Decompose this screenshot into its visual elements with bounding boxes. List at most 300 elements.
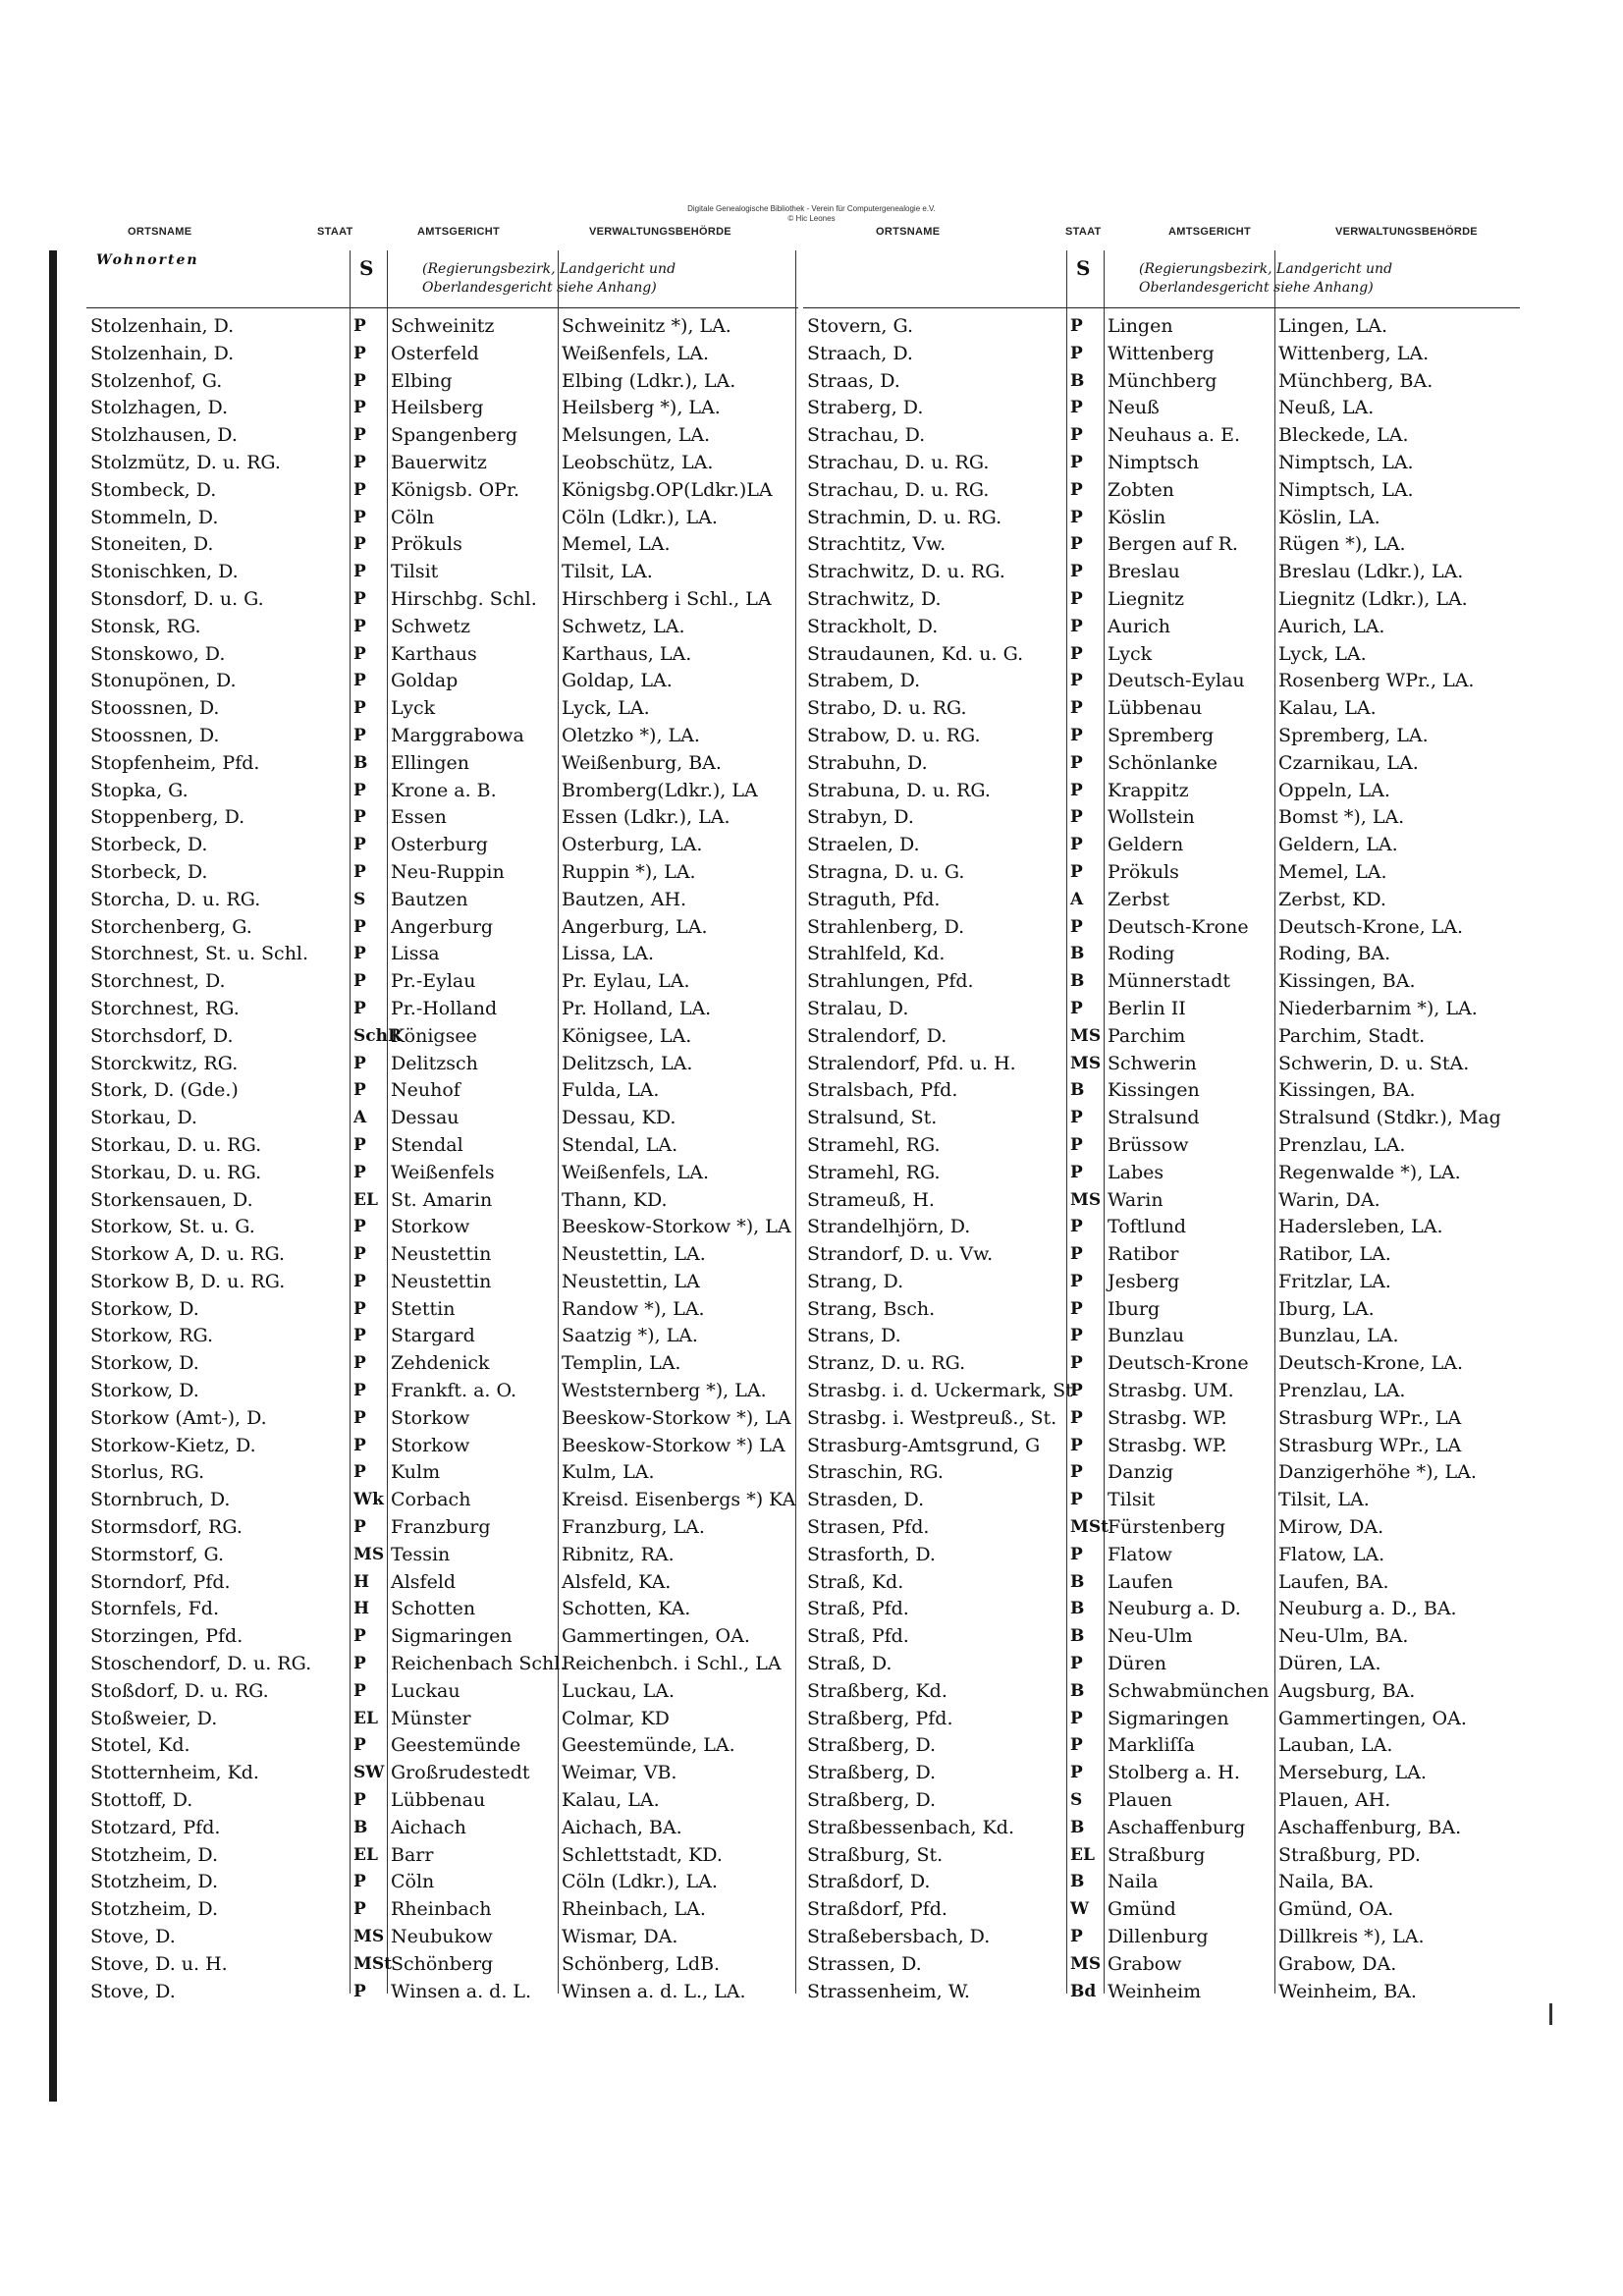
table-row [86, 1269, 798, 1296]
ortsname-cell: Storchnest, St. u. Schl. [90, 943, 309, 965]
ortsname-cell: Strackholt, D. [807, 615, 939, 637]
amtsgericht-cell: Schwabmünchen [1108, 1679, 1270, 1702]
amtsgericht-cell: Straßburg [1108, 1843, 1206, 1866]
staat-cell: P [1070, 1927, 1083, 1947]
left-note-line-2: Oberlandesgericht siehe Anhang) [422, 280, 657, 296]
table-row [86, 1378, 798, 1405]
amtsgericht-cell: Münster [391, 1707, 471, 1729]
verwaltung-cell: Ribnitz, RA. [562, 1543, 675, 1565]
verwaltung-cell: Oppeln, LA. [1278, 779, 1390, 801]
ortsname-cell: Stralsbach, Pfd. [807, 1079, 958, 1102]
table-row [803, 1979, 1520, 2006]
amtsgericht-cell: Neuhof [391, 1079, 460, 1102]
verwaltung-cell: Königsee, LA. [562, 1024, 692, 1047]
ortsname-cell: Stranz, D. u. RG. [807, 1352, 966, 1375]
verwaltung-cell: Goldap, LA. [562, 670, 673, 692]
verwaltung-cell: Kissingen, BA. [1278, 970, 1416, 993]
ortsname-cell: Storkow-Kietz, D. [90, 1434, 256, 1456]
amtsgericht-cell: Cöln [391, 506, 435, 528]
verwaltung-cell: Hirschberg i Schl., LA [562, 587, 772, 610]
ortsname-cell: Strasen, Pfd. [807, 1516, 930, 1539]
table-row [803, 395, 1520, 422]
staat-cell: Bd [1070, 1981, 1097, 2001]
verwaltung-cell: Königsbg.OP(Ldkr.)LA [562, 478, 773, 501]
table-row [803, 368, 1520, 396]
verwaltung-cell: Pr. Eylau, LA. [562, 970, 690, 993]
verwaltung-cell: Colmar, KD [562, 1707, 670, 1729]
ortsname-cell: Stopfenheim, Pfd. [90, 751, 260, 774]
verwaltung-cell: Liegnitz (Ldkr.), LA. [1278, 587, 1468, 610]
table-row [86, 1514, 798, 1542]
staat-cell: EL [353, 1189, 378, 1210]
amtsgericht-cell: Krappitz [1108, 779, 1189, 801]
staat-cell: P [353, 1680, 366, 1701]
table-row [86, 1951, 798, 1979]
ortsname-cell: Storkow B, D. u. RG. [90, 1270, 286, 1292]
staat-cell: P [353, 534, 366, 555]
table-row [86, 641, 798, 669]
verwaltung-cell: Stralsund (Stdkr.), Mag [1278, 1107, 1501, 1129]
table-row [86, 914, 798, 942]
amtsgericht-cell: Warin [1108, 1188, 1163, 1211]
table-row [803, 668, 1520, 695]
verwaltung-cell: Czarnikau, LA. [1278, 751, 1419, 774]
ortsname-cell: Strabow, D. u. RG. [807, 724, 981, 746]
ortsname-cell: Stralendorf, Pfd. u. H. [807, 1052, 1016, 1074]
ortsname-cell: Strachmin, D. u. RG. [807, 506, 1002, 528]
verwaltung-cell: Warin, DA. [1278, 1188, 1380, 1211]
header-ortsname-left: ORTSNAME [128, 226, 192, 238]
table-row [86, 1487, 798, 1514]
staat-cell: P [353, 1899, 366, 1920]
amtsgericht-cell: Elbing [391, 369, 453, 392]
staat-cell: P [353, 835, 366, 855]
staat-cell: P [353, 479, 366, 500]
verwaltung-cell: Geldern, LA. [1278, 834, 1398, 856]
amtsgericht-cell: Lyck [1108, 642, 1153, 665]
amtsgericht-cell: Brüssow [1108, 1133, 1189, 1156]
verwaltung-cell: Strasburg WPr., LA [1278, 1434, 1462, 1456]
verwaltung-cell: Danzigerhöhe *), LA. [1278, 1461, 1477, 1484]
staat-cell: P [1070, 562, 1083, 582]
staat-cell: P [353, 1790, 366, 1811]
table-row [803, 1132, 1520, 1160]
staat-cell: P [1070, 1326, 1083, 1346]
table-row [803, 1596, 1520, 1623]
verwaltung-cell: Essen (Ldkr.), LA. [562, 806, 730, 829]
verwaltung-cell: Oletzko *), LA. [562, 724, 700, 746]
ortsname-cell: Straschin, RG. [807, 1461, 944, 1484]
amtsgericht-cell: Zehdenick [391, 1352, 490, 1375]
staat-cell: P [1070, 643, 1083, 664]
verwaltung-cell: Beeskow-Storkow *), LA [562, 1406, 791, 1429]
ortsname-cell: Stornbruch, D. [90, 1489, 231, 1511]
ortsname-cell: Storcha, D. u. RG. [90, 888, 261, 910]
ortsname-cell: Strachau, D. u. RG. [807, 478, 990, 501]
verwaltung-cell: Lissa, LA. [562, 943, 654, 965]
staat-cell: P [1070, 1134, 1083, 1155]
staat-cell: P [353, 998, 366, 1018]
table-row [803, 1924, 1520, 1951]
staat-cell: P [1070, 780, 1083, 800]
table-row [86, 368, 798, 396]
staat-cell: P [1070, 998, 1083, 1018]
staat-cell: B [1070, 1680, 1085, 1701]
table-row [803, 1815, 1520, 1842]
staat-cell: P [353, 1134, 366, 1155]
staat-cell: B [353, 752, 368, 773]
verwaltung-cell: Aurich, LA. [1278, 615, 1385, 637]
staat-cell: A [1070, 889, 1084, 909]
staat-cell: P [353, 1654, 366, 1674]
verwaltung-cell: Dillkreis *), LA. [1278, 1926, 1425, 1948]
amtsgericht-cell: Iburg [1108, 1297, 1161, 1320]
amtsgericht-cell: Grabow [1108, 1952, 1182, 1975]
amtsgericht-cell: Stralsund [1108, 1107, 1200, 1129]
table-row [86, 778, 798, 805]
ortsname-cell: Stolzhausen, D. [90, 424, 238, 447]
right-note-line-2: Oberlandesgericht siehe Anhang) [1139, 280, 1374, 296]
left-note-line-1: (Regierungsbezirk, Landgericht und [422, 261, 676, 277]
amtsgericht-cell: Stargard [391, 1325, 475, 1347]
table-row [86, 559, 798, 586]
table-row [803, 1651, 1520, 1678]
table-row [803, 887, 1520, 914]
table-row [86, 1241, 798, 1269]
staat-cell: P [353, 1162, 366, 1182]
table-row [86, 668, 798, 695]
verwaltung-cell: Leobschütz, LA. [562, 451, 714, 473]
verwaltung-cell: Augsburg, BA. [1278, 1679, 1416, 1702]
staat-cell: P [1070, 588, 1083, 609]
amtsgericht-cell: Geestemünde [391, 1734, 521, 1757]
staat-cell: P [353, 807, 366, 828]
amtsgericht-cell: Lissa [391, 943, 440, 965]
verwaltung-cell: Ruppin *), LA. [562, 860, 696, 883]
verwaltung-cell: Tilsit, LA. [562, 561, 653, 583]
amtsgericht-cell: Karthaus [391, 642, 477, 665]
table-row [86, 1706, 798, 1733]
ortsname-cell: Strasforth, D. [807, 1543, 936, 1565]
table-row [86, 1869, 798, 1896]
ortsname-cell: Stormsdorf, RG. [90, 1516, 243, 1539]
verwaltung-cell: Schotten, KA. [562, 1598, 691, 1620]
verwaltung-cell: Franzburg, LA. [562, 1516, 705, 1539]
page-edge-mark [1549, 2003, 1552, 2025]
amtsgericht-cell: Neuß [1108, 397, 1160, 419]
verwaltung-cell: Rügen *), LA. [1278, 533, 1406, 556]
table-row [86, 968, 798, 996]
staat-cell: P [1070, 507, 1083, 527]
staat-cell: P [1070, 1462, 1083, 1483]
amtsgericht-cell: Fürstenberg [1108, 1516, 1226, 1539]
ortsname-cell: Straß, Pfd. [807, 1598, 909, 1620]
verwaltung-cell: Fulda, LA. [562, 1079, 660, 1102]
verwaltung-cell: Kalau, LA. [562, 1789, 660, 1812]
table-row [86, 1433, 798, 1460]
table-row [86, 1732, 798, 1760]
verwaltung-cell: Plauen, AH. [1278, 1789, 1391, 1812]
scan-edge-bar [49, 250, 57, 2102]
amtsgericht-cell: Plauen [1108, 1789, 1172, 1812]
staat-cell: B [1070, 1080, 1085, 1101]
amtsgericht-cell: Liegnitz [1108, 587, 1185, 610]
table-row [803, 1542, 1520, 1569]
staat-cell: P [353, 1626, 366, 1647]
verwaltung-cell: Beeskow-Storkow *), LA [562, 1216, 791, 1238]
ortsname-cell: Straach, D. [807, 342, 913, 364]
table-row [86, 832, 798, 859]
amtsgericht-cell: Deutsch-Krone [1108, 915, 1249, 938]
amtsgericht-cell: Dessau [391, 1107, 460, 1129]
staat-cell: B [1070, 1872, 1085, 1892]
amtsgericht-cell: Rheinbach [391, 1898, 492, 1921]
staat-cell: MS [353, 1927, 385, 1947]
table-row [803, 1623, 1520, 1651]
table-row [86, 1896, 798, 1924]
amtsgericht-cell: Deutsch-Krone [1108, 1352, 1249, 1375]
staat-cell: B [1070, 971, 1085, 992]
verwaltung-cell: Ratibor, LA. [1278, 1243, 1391, 1266]
amtsgericht-cell: Kulm [391, 1461, 441, 1484]
table-row [86, 887, 798, 914]
ortsname-cell: Strassen, D. [807, 1952, 922, 1975]
table-row [803, 1077, 1520, 1105]
ortsname-cell: Strahlungen, Pfd. [807, 970, 974, 993]
verwaltung-cell: Thann, KD. [562, 1188, 668, 1211]
ortsname-cell: Stonsk, RG. [90, 615, 201, 637]
staat-cell: P [1070, 1381, 1083, 1401]
verwaltung-cell: Aschaffenburg, BA. [1278, 1816, 1462, 1838]
amtsgericht-cell: Aichach [391, 1816, 466, 1838]
amtsgericht-cell: Neustettin [391, 1270, 492, 1292]
amtsgericht-cell: Prökuls [1108, 860, 1179, 883]
amtsgericht-cell: Münchberg [1108, 369, 1217, 392]
table-row [803, 1378, 1520, 1405]
verwaltung-cell: Neustettin, LA. [562, 1243, 706, 1266]
amtsgericht-cell: Köslin [1108, 506, 1166, 528]
table-row [803, 1678, 1520, 1706]
right-note [1139, 260, 1392, 298]
table-row [803, 531, 1520, 559]
credit-line-1: Digitale Genealogische Bibliothek - Verein für Computergenealogie e.V. [687, 204, 936, 213]
table-row [86, 1979, 798, 2006]
staat-cell: P [353, 944, 366, 964]
staat-cell: P [353, 1353, 366, 1374]
verwaltung-cell: Schwerin, D. u. StA. [1278, 1052, 1470, 1074]
ortsname-cell: Stoßdorf, D. u. RG. [90, 1679, 269, 1702]
ortsname-cell: Strabo, D. u. RG. [807, 697, 967, 720]
ortsname-cell: Stormstorf, G. [90, 1543, 225, 1565]
verwaltung-cell: Münchberg, BA. [1278, 369, 1434, 392]
verwaltung-cell: Weißenburg, BA. [562, 751, 722, 774]
ortsname-cell: Strasden, D. [807, 1489, 925, 1511]
left-rows [86, 313, 798, 2005]
amtsgericht-cell: Lingen [1108, 315, 1173, 337]
amtsgericht-cell: Alsfeld [391, 1570, 457, 1593]
amtsgericht-cell: Schönberg [391, 1952, 494, 1975]
ortsname-cell: Storchnest, RG. [90, 997, 240, 1019]
amtsgericht-cell: Heilsberg [391, 397, 484, 419]
amtsgericht-cell: Delitzsch [391, 1052, 478, 1074]
amtsgericht-cell: Hirschbg. Schl. [391, 587, 537, 610]
amtsgericht-cell: Schönlanke [1108, 751, 1217, 774]
table-row [803, 1569, 1520, 1597]
ortsname-cell: Straßberg, D. [807, 1734, 937, 1757]
verwaltung-cell: Weinheim, BA. [1278, 1980, 1417, 2002]
amtsgericht-cell: Markliſſa [1108, 1734, 1195, 1757]
amtsgericht-cell: Frankft. a. O. [391, 1380, 516, 1402]
amtsgericht-cell: Sigmaringen [1108, 1707, 1229, 1729]
amtsgericht-cell: Schotten [391, 1598, 476, 1620]
ortsname-cell: Straßebersbach, D. [807, 1926, 991, 1948]
table-row [86, 1678, 798, 1706]
amtsgericht-cell: Lyck [391, 697, 436, 720]
staat-cell: P [1070, 807, 1083, 828]
table-row [86, 1596, 798, 1623]
table-row [86, 1160, 798, 1187]
verwaltung-cell: Weimar, VB. [562, 1762, 677, 1784]
ortsname-cell: Stove, D. [90, 1980, 176, 2002]
table-row [803, 1760, 1520, 1787]
verwaltung-cell: Kissingen, BA. [1278, 1079, 1416, 1102]
table-row [86, 1350, 798, 1378]
table-row [803, 341, 1520, 368]
amtsgericht-cell: Storkow [391, 1406, 470, 1429]
staat-cell: P [353, 370, 366, 391]
ortsname-cell: Storkau, D. u. RG. [90, 1161, 262, 1183]
table-row [86, 996, 798, 1023]
verwaltung-cell: Luckau, LA. [562, 1679, 676, 1702]
ortsname-cell: Strasbg. i. Westpreuß., St. [807, 1406, 1057, 1429]
table-row [803, 859, 1520, 887]
verwaltung-cell: Melsungen, LA. [562, 424, 711, 447]
staat-cell: P [353, 1217, 366, 1237]
ortsname-cell: Strachwitz, D. u. RG. [807, 561, 1005, 583]
staat-cell: P [1070, 425, 1083, 446]
amtsgericht-cell: Danzig [1108, 1461, 1174, 1484]
ortsname-cell: Stolzenhain, D. [90, 342, 235, 364]
verwaltung-cell: Deutsch-Krone, LA. [1278, 915, 1464, 938]
staat-cell: P [353, 916, 366, 937]
amtsgericht-cell: Roding [1108, 943, 1175, 965]
table-row [86, 1323, 798, 1350]
table-row [86, 477, 798, 505]
amtsgericht-cell: Osterburg [391, 834, 488, 856]
table-row [803, 1023, 1520, 1051]
amtsgericht-cell: Aschaffenburg [1108, 1816, 1246, 1838]
staat-cell: P [353, 1271, 366, 1291]
credit-line-2: © Hic Leones [787, 214, 836, 223]
ortsname-cell: Storkow, D. [90, 1352, 199, 1375]
ortsname-cell: Straberg, D. [807, 397, 924, 419]
verwaltung-cell: Regenwalde *), LA. [1278, 1161, 1461, 1183]
ortsname-cell: Strameuß, H. [807, 1188, 935, 1211]
ortsname-cell: Stottoff, D. [90, 1789, 193, 1812]
staat-cell: P [1070, 343, 1083, 363]
table-row [803, 832, 1520, 859]
verwaltung-cell: Naila, BA. [1278, 1871, 1375, 1893]
ortsname-cell: Strang, Bsch. [807, 1297, 936, 1320]
staat-cell: P [1070, 725, 1083, 745]
ortsname-cell: Straelen, D. [807, 834, 920, 856]
amtsgericht-cell: Pr.-Holland [391, 997, 498, 1019]
verwaltung-cell: Parchim, Stadt. [1278, 1024, 1426, 1047]
right-rows [803, 313, 1520, 2005]
staat-cell: P [353, 1981, 366, 2001]
table-row [86, 695, 798, 723]
table-row [803, 1896, 1520, 1924]
amtsgericht-cell: Tilsit [391, 561, 439, 583]
table-row [86, 1051, 798, 1078]
header-ortsname-right: ORTSNAME [876, 226, 941, 238]
amtsgericht-cell: Kissingen [1108, 1079, 1200, 1102]
verwaltung-cell: Wittenberg, LA. [1278, 342, 1430, 364]
ortsname-cell: Strachtitz, Vw. [807, 533, 947, 556]
table-row [86, 723, 798, 750]
verwaltung-cell: Weißenfels, LA. [562, 342, 710, 364]
verwaltung-cell: Neuburg a. D., BA. [1278, 1598, 1457, 1620]
ortsname-cell: Strandelhjörn, D. [807, 1216, 971, 1238]
table-row [803, 1487, 1520, 1514]
ortsname-cell: Stonskowo, D. [90, 642, 226, 665]
staat-cell: P [353, 1872, 366, 1892]
verwaltung-cell: Kreisd. Eisenbergs *) KA [562, 1489, 796, 1511]
staat-cell: P [1070, 1217, 1083, 1237]
verwaltung-cell: Lyck, LA. [1278, 642, 1367, 665]
ortsname-cell: Strabuna, D. u. RG. [807, 779, 991, 801]
amtsgericht-cell: Storkow [391, 1434, 470, 1456]
table-row [803, 804, 1520, 832]
ortsname-cell: Storbeck, D. [90, 860, 208, 883]
staat-cell: P [1070, 1544, 1083, 1564]
staat-cell: SW [353, 1763, 385, 1783]
staat-cell: MSt [1070, 1517, 1109, 1538]
table-row [86, 1077, 798, 1105]
table-row [803, 695, 1520, 723]
verwaltung-cell: Aichach, BA. [562, 1816, 682, 1838]
ortsname-cell: Stonupönen, D. [90, 670, 237, 692]
table-row [803, 1869, 1520, 1896]
verwaltung-cell: Lingen, LA. [1278, 315, 1388, 337]
left-note [422, 260, 676, 298]
staat-cell: P [1070, 671, 1083, 691]
staat-cell: B [353, 1817, 368, 1837]
ortsname-cell: Stoneiten, D. [90, 533, 214, 556]
staat-cell: P [1070, 1490, 1083, 1510]
amtsgericht-cell: Sigmaringen [391, 1625, 513, 1648]
ortsname-cell: Stonsdorf, D. u. G. [90, 587, 264, 610]
staat-cell: P [353, 698, 366, 719]
amtsgericht-cell: Stettin [391, 1297, 456, 1320]
ortsname-cell: Stoschendorf, D. u. RG. [90, 1653, 312, 1675]
amtsgericht-cell: Winsen a. d. L. [391, 1980, 532, 2002]
staat-cell: P [353, 1080, 366, 1101]
staat-cell: P [353, 1462, 366, 1483]
verwaltung-cell: Weißenfels, LA. [562, 1161, 710, 1183]
staat-cell: P [353, 861, 366, 882]
ortsname-cell: Stork, D. (Gde.) [90, 1079, 239, 1102]
table-row [803, 1105, 1520, 1132]
staat-cell: P [353, 452, 366, 472]
staat-cell: P [1070, 616, 1083, 636]
table-row [803, 723, 1520, 750]
ortsname-cell: Straßburg, St. [807, 1843, 944, 1866]
ortsname-cell: Straßberg, Pfd. [807, 1707, 953, 1729]
amtsgericht-cell: Münnerstadt [1108, 970, 1231, 993]
ortsname-cell: Strachwitz, D. [807, 587, 942, 610]
verwaltung-cell: Fritzlar, LA. [1278, 1270, 1391, 1292]
